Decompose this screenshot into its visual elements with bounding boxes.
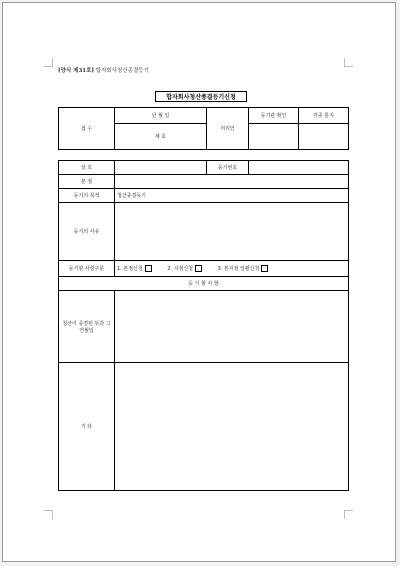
reg-no-field[interactable] <box>249 161 349 175</box>
reg-purpose-label: 등기의 목적 <box>59 189 115 203</box>
head-office-label: 본 점 <box>59 175 115 189</box>
notice-label: 각종 통지 <box>299 108 349 124</box>
application-table <box>58 160 349 491</box>
option-head-office[interactable]: 1. 본점신청 <box>117 265 152 272</box>
trade-name-label: 상 호 <box>59 161 115 175</box>
checkbox[interactable] <box>195 265 202 272</box>
liquidator-field[interactable] <box>115 291 349 363</box>
receipt-label: 접 수 <box>59 108 115 150</box>
form-name: 합자회사청산종결등기 <box>95 68 149 74</box>
reviewer-label: 등기관 확인 <box>249 108 299 124</box>
crop-mark <box>44 510 53 519</box>
option-both[interactable]: 3. 본지점 일괄신청 <box>218 265 269 272</box>
liquidator-label: 청산이 종결된 뜻과 그 연월일 <box>59 291 115 363</box>
form-number: [양식 제31호] <box>58 68 95 74</box>
crop-mark <box>44 58 53 67</box>
other-label: 기 타 <box>59 363 115 491</box>
option-branch[interactable]: 2. 지점신청 <box>167 265 202 272</box>
receipt-date-label: 년 월 일 <box>115 108 207 124</box>
reviewer-cell[interactable] <box>249 124 299 150</box>
head-office-field[interactable] <box>115 175 349 189</box>
other-field[interactable] <box>115 363 349 491</box>
crop-mark <box>344 510 353 519</box>
crop-mark <box>344 58 353 67</box>
notice-cell[interactable] <box>299 124 349 150</box>
reg-purpose-value: 청산종결등기 <box>115 189 349 203</box>
processor-label: 처리인 <box>207 108 249 150</box>
receipt-table <box>58 107 349 150</box>
form-title: 합자회사청산종결등기신청 <box>155 91 247 102</box>
reg-cause-field[interactable] <box>115 203 349 261</box>
form-header <box>58 66 149 74</box>
reg-cause-label: 등기의 사유 <box>59 203 115 261</box>
checkbox[interactable] <box>261 265 268 272</box>
trade-name-field[interactable] <box>115 161 207 175</box>
receipt-no-label: 제 호 <box>115 124 207 150</box>
reg-items-heading: 등 기 할 사 항 <box>59 277 349 291</box>
office-type-label: 등기할 사항구분 <box>59 261 115 277</box>
office-type-options <box>115 261 349 277</box>
checkbox[interactable] <box>145 265 152 272</box>
reg-no-label: 등기번호 <box>207 161 249 175</box>
